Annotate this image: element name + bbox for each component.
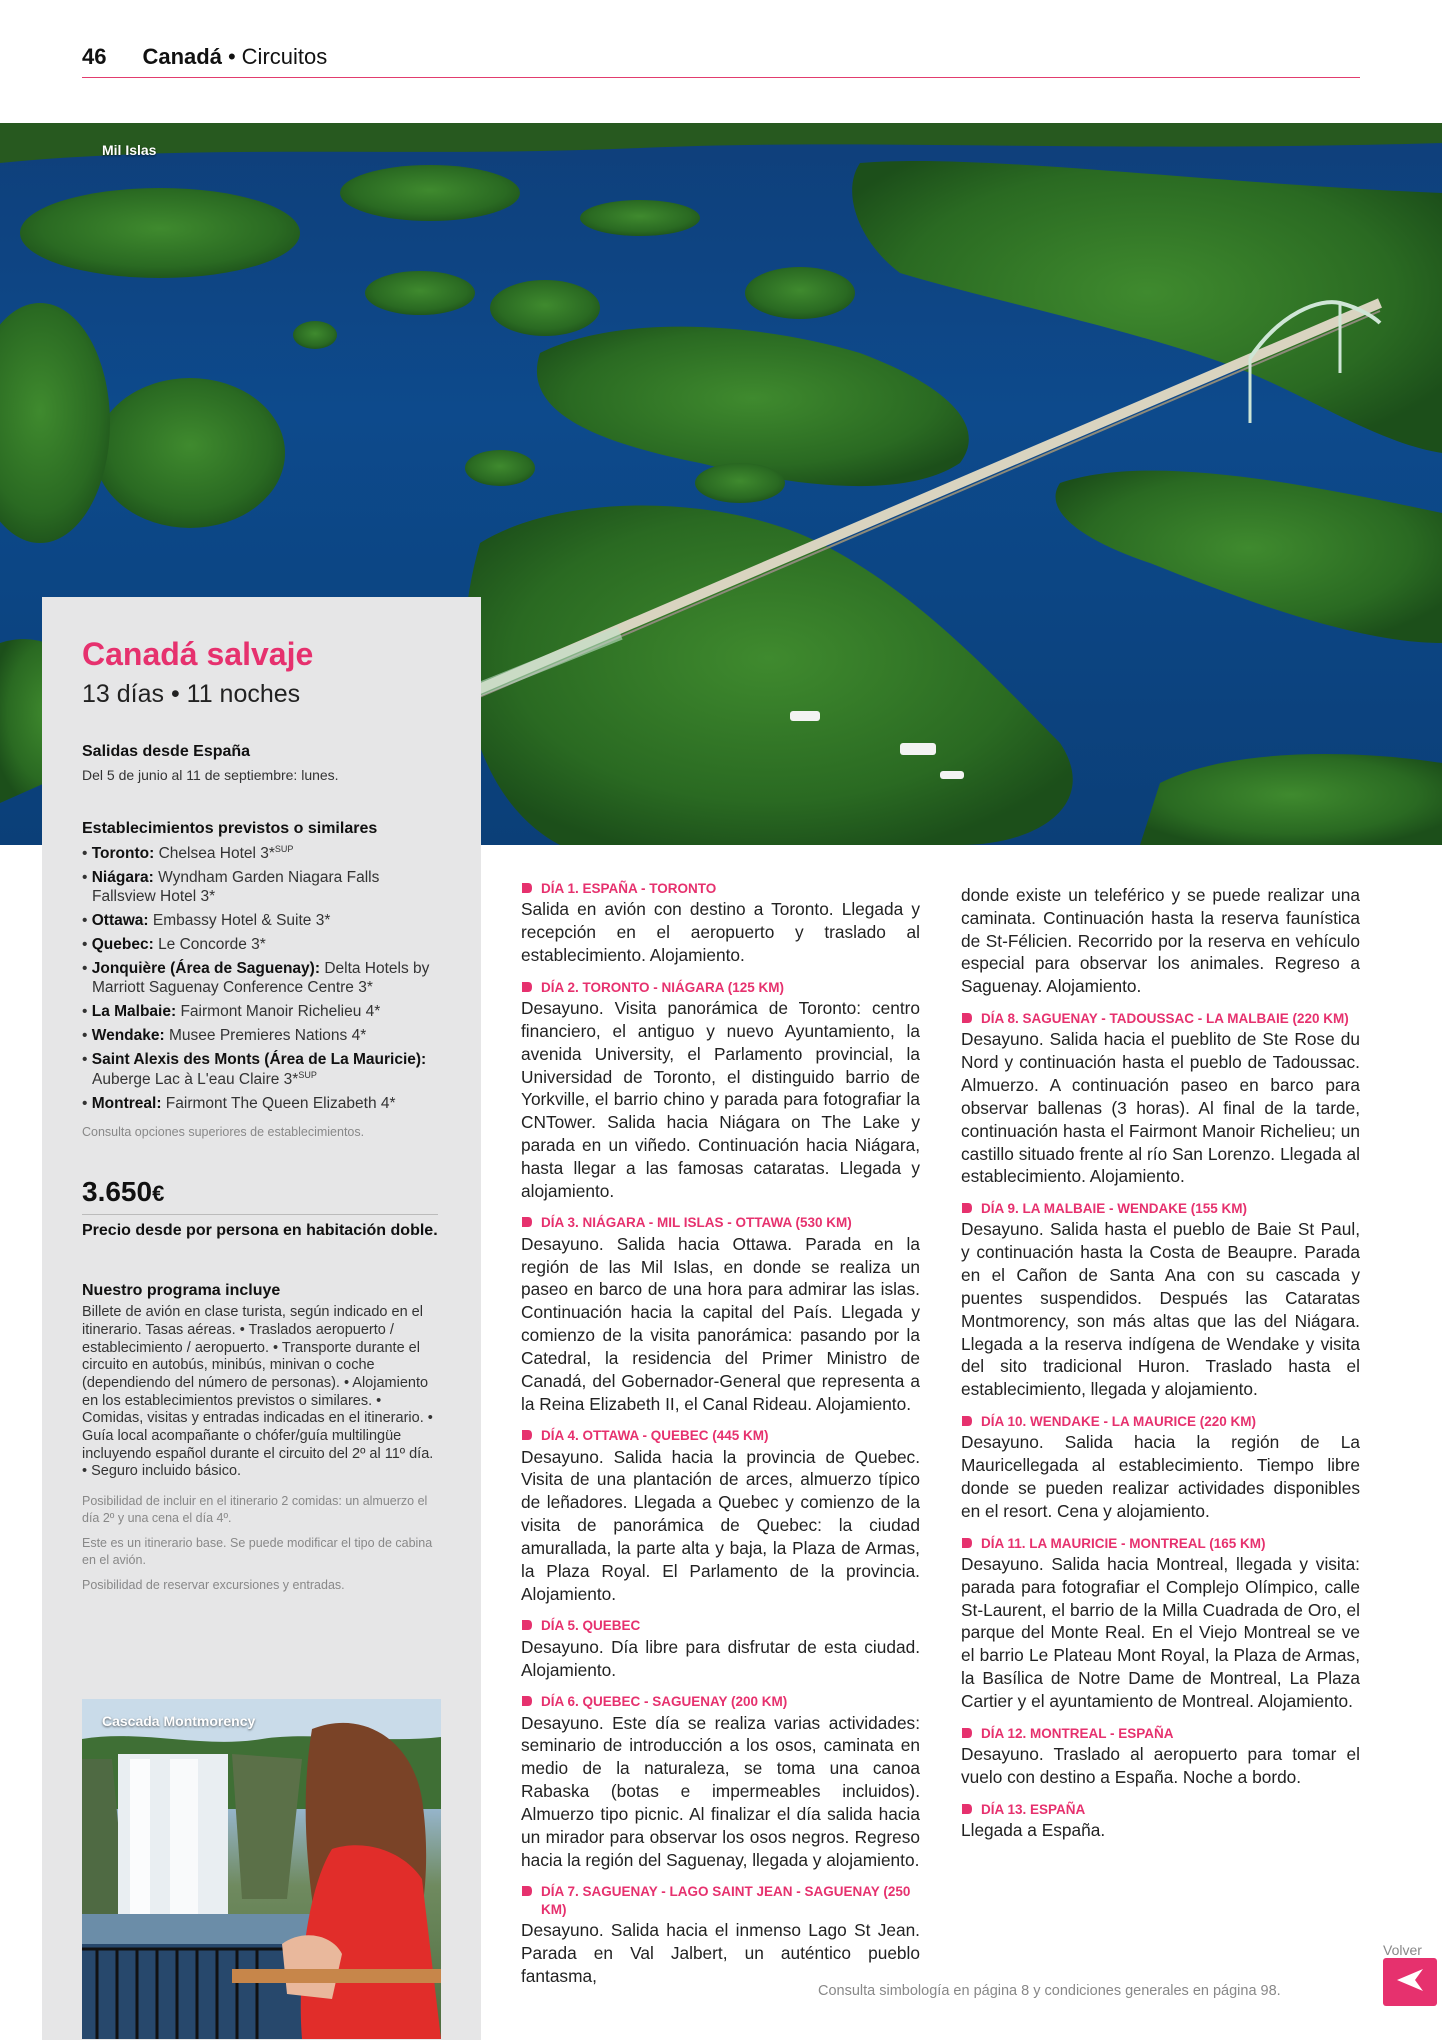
itinerary-day <box>961 1725 1360 1789</box>
hotel-item: • Montreal: Fairmont The Queen Elizabeth 4* <box>82 1094 396 1112</box>
day-text: Desayuno. Este día se realiza varias actividades: seminario de introducción a los osos, caminata en medio de la naturaleza, se toma una canoa Rabaska (botas e impermeables incluidos). Almuerzo tipo picnic. Al finalizar el día salida hacia un mirador para observar los osos negros. Regreso hacia la región del Saguenay, llegada y alojamiento. <box>521 1712 920 1870</box>
back-label: Volver <box>1383 1942 1422 1958</box>
includes-heading: Nuestro programa incluye <box>82 1282 281 1300</box>
departures-heading: Salidas desde España <box>82 743 251 761</box>
itinerary-day <box>961 1413 1360 1523</box>
hotel-item: • Saint Alexis des Monts (Área de La Mauricie): Auberge Lac à L'eau Claire 3*$^{SUP}$ <box>82 1050 427 1088</box>
itinerary-day <box>961 1010 1360 1188</box>
price-description: Precio desde por persona en habitación doble. <box>82 1222 438 1240</box>
day-text: Desayuno. Salida hasta el pueblo de Baie St Paul, y continuación hasta la Costa de Beaupre. Parada en el Cañon de Santa Ana con su cascada y puentes suspendidos. Después las Cataratas Montmorency, son más altas que las del Niágara. Llegada a la reserva indígena de Wendake y visita del sito tradicional Huron. Traslado hasta el establecimiento, llegada y alojamiento. <box>961 1219 1360 1400</box>
hotel-item: • Jonquière (Área de Saguenay): Delta Hotels by Marriott Saguenay Conference Centre 3* <box>82 960 430 996</box>
day-title: DÍA 7. SAGUENAY - LAGO SAINT JEAN - SAGUENAY (250 KM) <box>541 1884 911 1917</box>
day-text: Desayuno. Salida hacia el inmenso Lago St Jean. Parada en Val Jalbert, un auténtico pueblo fantasma, <box>521 1919 920 1986</box>
itinerary-day <box>521 1427 920 1605</box>
page-number: 46 <box>82 44 107 69</box>
back-button[interactable] <box>1383 1958 1437 2006</box>
itinerary-day <box>521 880 920 967</box>
itinerary-column-1 <box>521 880 920 1999</box>
day-title: DÍA 1. ESPAÑA - TORONTO <box>541 881 717 896</box>
day-7-continuation: donde existe un teleférico y se puede realizar una caminata. Continuación hasta la reserva faunística de St-Félicien. Recorrido por la reserva en vehículo especial para observar los animales. Regreso a Saguenay. Alojamiento. <box>961 885 1360 997</box>
hero-caption: Mil Islas <box>102 142 157 158</box>
itinerary-day <box>521 1214 920 1415</box>
day-title: DÍA 6. QUEBEC - SAGUENAY (200 KM) <box>541 1694 788 1710</box>
inset-caption: Cascada Montmorency <box>102 1713 256 1729</box>
itinerary-day <box>521 979 920 1203</box>
price: 3.650€ <box>82 1176 165 1208</box>
day-title: DÍA 3. NIÁGARA - MIL ISLAS - OTTAWA (530 KM) <box>541 1215 852 1231</box>
day-text: Desayuno. Salida hacia la provincia de Quebec. Visita de una plantación de arces, almuerzo típico de leñadores. Llegada a Quebec y comienzo de la visita de panorámica de Quebec: la ciudad amurallada, la parte alta y baja, la Plaza de Armas, la Plaza Royal. El Parlamento de la provincia. Alojamiento. <box>521 1446 920 1604</box>
hotel-item: • Wendake: Musee Premieres Nations 4* <box>82 1026 367 1044</box>
day-bullet-icon <box>961 1803 973 1815</box>
hotels-note: Consulta opciones superiores de establecimientos. <box>82 1124 365 1139</box>
hotel-item: • Toronto: Chelsea Hotel 3*$^{SUP}$ <box>82 844 294 863</box>
header-section: Circuitos <box>241 44 328 69</box>
day-text: Desayuno. Traslado al aeropuerto para tomar el vuelo con destino a España. Noche a bordo. <box>961 1744 1360 1787</box>
trip-duration: 13 días • 11 noches <box>82 680 301 709</box>
day-bullet-icon <box>521 1619 533 1631</box>
note-excursions: Posibilidad de reservar excursiones y entradas. <box>82 1577 345 1592</box>
day-title: DÍA 5. QUEBEC <box>541 1618 641 1634</box>
day-title: DÍA 10. WENDAKE - LA MAURICE (220 KM) <box>981 1414 1257 1430</box>
day-bullet-icon <box>521 1216 533 1228</box>
day-bullet-icon <box>961 1727 973 1739</box>
hotels-heading: Establecimientos previstos o similares <box>82 820 378 838</box>
hotel-item: • Ottawa: Embassy Hotel & Suite 3* <box>82 912 331 930</box>
note-meals: Posibilidad de incluir en el itinerario 2 comidas: un almuerzo el día 2º y una cena el día 4º. <box>82 1494 428 1525</box>
day-bullet-icon <box>521 1885 533 1897</box>
hotels-list <box>82 844 441 1113</box>
departures-text: Del 5 de junio al 11 de septiembre: lunes. <box>82 767 339 784</box>
itinerary-day <box>961 1200 1360 1401</box>
itinerary-day <box>521 1693 920 1871</box>
header-country: Canadá <box>142 44 222 69</box>
back-arrow-icon <box>1395 1967 1425 1998</box>
footer-note: Consulta simbología en página 8 y condiciones generales en página 98. <box>818 1983 1281 1999</box>
day-bullet-icon <box>521 882 533 894</box>
note-itinerary: Este es un itinerario base. Se puede modificar el tipo de cabina en el avión. <box>82 1535 433 1567</box>
montmorency-falls-illustration <box>82 1699 441 2039</box>
trip-title: Canadá salvaje <box>82 636 314 672</box>
day-text: Salida en avión con destino a Toronto. Llegada y recepción en el aeropuerto y traslado al establecimiento. Alojamiento. <box>521 899 920 965</box>
price-divider <box>82 1214 438 1215</box>
day-bullet-icon <box>961 1202 973 1214</box>
day-text: Desayuno. Visita panorámica de Toronto: centro financiero, el antiguo y nuevo Ayuntamiento, la avenida University, el Parlamento provincial, la Universidad de Toronto, el distinguido barrio de Yorkville, el barrio chino y parada para fotografiar la CNTower. Salida hacia Niágara on The Lake y parada en un viñedo. Continuación hacia Niágara, hasta llegar a las famosas cataratas. Llegada y alojamiento. <box>521 998 920 1201</box>
day-title: DÍA 12. MONTREAL - ESPAÑA <box>981 1725 1174 1741</box>
day-text: Llegada a España. <box>961 1819 1106 1840</box>
includes-text: Billete de avión en clase turista, según indicado en el itinerario. Tasas aéreas. • Traslados aeropuerto / establecimiento / aeropuerto. • Transporte durante el circuito en autobús, minibús, minivan o coche (dependiendo del número de personas). • Alojamiento en los establecimientos previstos o similares. • Comidas, visitas y entradas indicadas en el itinerario. • Guía local acompañante o chófer/guía multilingüe incluyendo español durante el circuito del 2º al 11º día. • Seguro incluido básico. <box>82 1304 434 1480</box>
day-bullet-icon <box>521 1429 533 1441</box>
hotel-item: • Niágara: Wyndham Garden Niagara Falls Fallsview Hotel 3* <box>82 869 380 906</box>
day-bullet-icon <box>521 1695 533 1707</box>
trip-summary-panel <box>42 597 481 2040</box>
day-text: Desayuno. Salida hacia la región de La Mauricellegada al establecimiento. Tiempo libre donde se pueden realizar actividades disponibles en el resort. Cena y alojamiento. <box>961 1432 1360 1521</box>
day-title: DÍA 2. TORONTO - NIÁGARA (125 KM) <box>541 979 785 995</box>
hotel-item: • Quebec: Le Concorde 3* <box>82 936 266 954</box>
day-text: Desayuno. Salida hacia Ottawa. Parada en la región de las Mil Islas, en donde se realiza un paseo en barco de una hora para admirar las islas. Continuación hacia la capital del País. Llegada y comienzo de la visita panorámica: pasando por la Catedral, la residencia del Primer Ministro de Canadá, del Gobernador-General que representa a la Reina Elizabeth II, el Canal Rideau. Alojamiento. <box>521 1233 920 1414</box>
day-title: DÍA 11. LA MAURICIE - MONTREAL (165 KM) <box>981 1535 1266 1551</box>
day-bullet-icon <box>521 981 533 993</box>
day-bullet-icon <box>961 1415 973 1427</box>
montmorency-photo <box>82 1699 441 2039</box>
day-text: Desayuno. Salida hacia el pueblito de Ste Rose du Nord y continuación hasta el pueblo de Tadoussac. Almuerzo. A continuación paseo en barco para observar ballenas (3 horas). Al final de la tarde, continuación hasta el Fairmont Manoir Richelieu; un castillo situado frente al río San Lorenzo. Llegada al establecimiento. Alojamiento. <box>961 1029 1360 1187</box>
itinerary-day <box>521 1883 920 1987</box>
page-header <box>82 44 1360 78</box>
day-bullet-icon <box>961 1537 973 1549</box>
day-title: DÍA 4. OTTAWA - QUEBEC (445 KM) <box>541 1428 769 1444</box>
day-bullet-icon <box>961 1012 973 1024</box>
hotel-item: • La Malbaie: Fairmont Manoir Richelieu 4* <box>82 1002 381 1020</box>
day-text: Desayuno. Día libre para disfrutar de esta ciudad. Alojamiento. <box>521 1636 920 1680</box>
itinerary-day <box>961 1801 1360 1842</box>
day-title: DÍA 8. SAGUENAY - TADOUSSAC - LA MALBAIE (220 KM) <box>981 1011 1349 1027</box>
header-separator: • <box>227 44 236 69</box>
itinerary-column-2 <box>961 884 1360 1854</box>
day-text: Desayuno. Salida hacia Montreal, llegada y visita: parada para fotografiar el Complejo Olímpico, calle St-Laurent, el barrio de la Milla Cuadrada de Oro, el parque del Monte Real. En el Viejo Montreal se ve el barrio Le Plateau Mont Royal, la Plaza de Armas, la Basílica de Notre Dame de Montreal, La Plaza Cartier y el ayuntamiento de Montreal. Alojamiento. <box>961 1553 1360 1711</box>
day-title: DÍA 9. LA MALBAIE - WENDAKE (155 KM) <box>981 1201 1248 1217</box>
itinerary-day <box>521 1617 920 1681</box>
itinerary-day <box>961 1535 1360 1713</box>
day-title: DÍA 13. ESPAÑA <box>981 1801 1086 1817</box>
